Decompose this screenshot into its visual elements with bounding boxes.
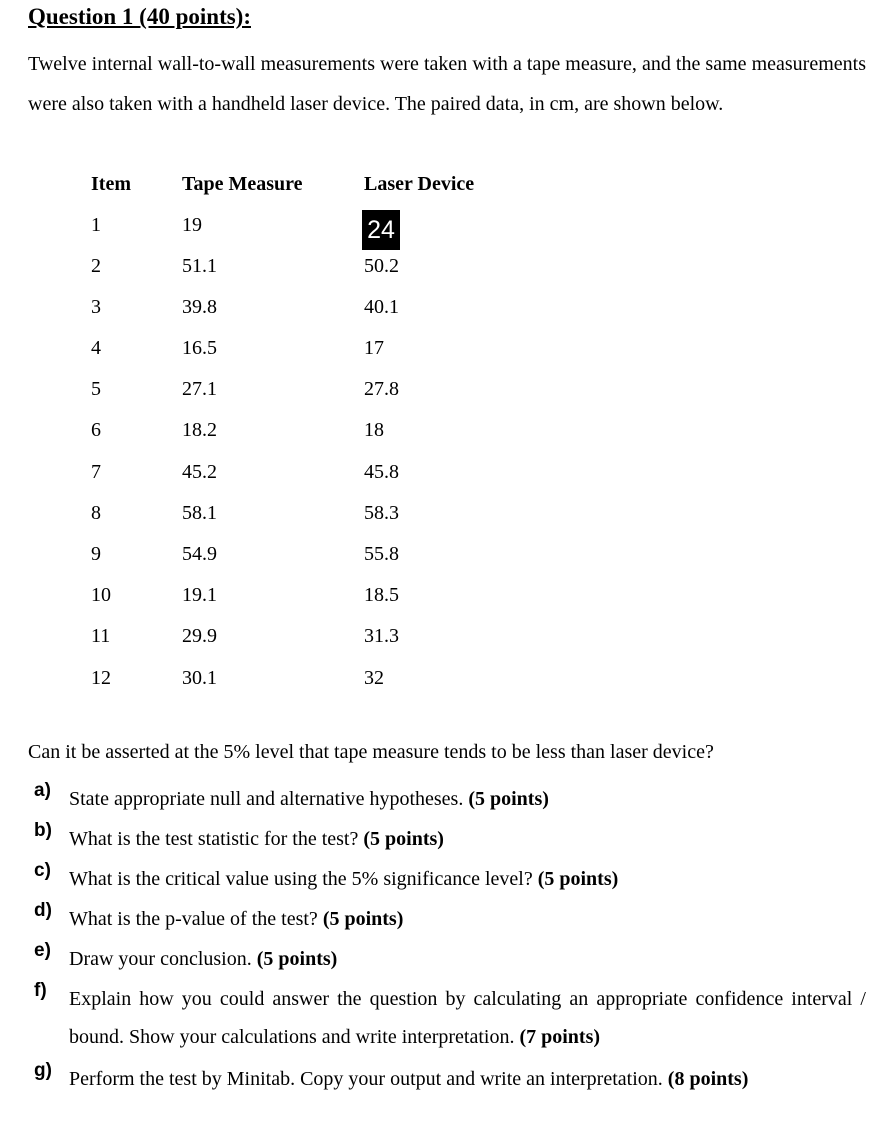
tape-cell: 51.1 bbox=[182, 255, 217, 277]
laser-cell: 58.3 bbox=[364, 502, 399, 524]
tape-cell: 19 bbox=[182, 214, 202, 236]
item-cell: 11 bbox=[91, 625, 111, 647]
points-label: (5 points) bbox=[256, 948, 338, 970]
points-label: (5 points) bbox=[322, 908, 404, 930]
laser-cell: 18 bbox=[364, 419, 384, 441]
part-label: c) bbox=[34, 860, 51, 881]
header-tape-measure: Tape Measure bbox=[182, 173, 303, 195]
points-label: (5 points) bbox=[363, 828, 444, 850]
item-cell: 8 bbox=[91, 502, 101, 524]
laser-cell: 32 bbox=[364, 667, 384, 689]
part-text bbox=[69, 780, 866, 818]
table-row bbox=[0, 660, 882, 696]
tape-cell: 58.1 bbox=[182, 502, 217, 524]
laser-cell: 31.3 bbox=[364, 625, 399, 647]
table-row bbox=[0, 618, 882, 654]
laser-cell: 50.2 bbox=[364, 255, 399, 277]
tape-cell: 27.1 bbox=[182, 378, 217, 400]
table-row bbox=[0, 536, 882, 572]
item-cell: 12 bbox=[91, 667, 111, 689]
part-text bbox=[69, 820, 866, 858]
table-row bbox=[0, 371, 882, 407]
item-cell: 10 bbox=[91, 584, 111, 606]
part-body: What is the test statistic for the test? bbox=[69, 828, 359, 850]
item-cell: 9 bbox=[91, 543, 101, 565]
table-row bbox=[0, 577, 882, 613]
header-item: Item bbox=[91, 173, 131, 195]
part-body: State appropriate null and alternative hypotheses. bbox=[69, 788, 464, 810]
main-question: Can it be asserted at the 5% level that tape measure tends to be less than laser device? bbox=[28, 741, 714, 763]
item-cell: 4 bbox=[91, 337, 101, 359]
laser-cell: 27.8 bbox=[364, 378, 399, 400]
points-label: (7 points) bbox=[519, 1026, 601, 1048]
table-row bbox=[0, 454, 882, 490]
tape-cell: 18.2 bbox=[182, 419, 217, 441]
item-cell: 3 bbox=[91, 296, 101, 318]
part-label: b) bbox=[34, 820, 52, 841]
part-body: What is the p-value of the test? bbox=[69, 908, 318, 930]
table-row bbox=[0, 289, 882, 325]
tape-cell: 29.9 bbox=[182, 625, 217, 647]
part-text bbox=[69, 980, 866, 1056]
points-label: (8 points) bbox=[667, 1068, 749, 1090]
laser-cell: 55.8 bbox=[364, 543, 399, 565]
points-label: (5 points) bbox=[537, 868, 619, 890]
tape-cell: 39.8 bbox=[182, 296, 217, 318]
item-cell: 7 bbox=[91, 461, 101, 483]
laser-cell: 17 bbox=[364, 337, 384, 359]
highlighted-laser-cell: 24 bbox=[362, 210, 400, 250]
table-row bbox=[0, 207, 882, 243]
laser-cell: 40.1 bbox=[364, 296, 399, 318]
item-cell: 2 bbox=[91, 255, 101, 277]
intro-paragraph: Twelve internal wall-to-wall measurements were taken with a tape measure, and the same measurements were also taken with a handheld laser device. The paired data, in cm, are shown below. bbox=[28, 53, 866, 115]
header-laser-device: Laser Device bbox=[364, 173, 475, 195]
part-body: Draw your conclusion. bbox=[69, 948, 252, 970]
laser-cell: 18.5 bbox=[364, 584, 399, 606]
tape-cell: 30.1 bbox=[182, 667, 217, 689]
part-text bbox=[69, 940, 866, 978]
part-text bbox=[69, 1060, 866, 1098]
part-label: f) bbox=[34, 980, 47, 1001]
part-text bbox=[69, 900, 866, 938]
table-row bbox=[0, 330, 882, 366]
part-label: e) bbox=[34, 940, 51, 961]
part-body: Explain how you could answer the question by calculating an appropriate confidence interval / bound. Show your calculations and write interpretation. bbox=[69, 988, 866, 1048]
tape-cell: 16.5 bbox=[182, 337, 217, 359]
table-header-row bbox=[0, 166, 882, 202]
points-label: (5 points) bbox=[468, 788, 549, 810]
tape-cell: 54.9 bbox=[182, 543, 217, 565]
table-row bbox=[0, 412, 882, 448]
part-body: Perform the test by Minitab. Copy your output and write an interpretation. bbox=[69, 1068, 663, 1090]
part-label: g) bbox=[34, 1060, 52, 1081]
part-body: What is the critical value using the 5% significance level? bbox=[69, 868, 533, 890]
item-cell: 6 bbox=[91, 419, 101, 441]
table-row bbox=[0, 495, 882, 531]
laser-cell: 45.8 bbox=[364, 461, 399, 483]
tape-cell: 45.2 bbox=[182, 461, 217, 483]
tape-cell: 19.1 bbox=[182, 584, 217, 606]
part-label: a) bbox=[34, 780, 51, 801]
part-label: d) bbox=[34, 900, 52, 921]
table-row bbox=[0, 248, 882, 284]
question-title: Question 1 (40 points): bbox=[28, 4, 251, 29]
item-cell: 1 bbox=[91, 214, 101, 236]
part-text bbox=[69, 860, 866, 898]
item-cell: 5 bbox=[91, 378, 101, 400]
